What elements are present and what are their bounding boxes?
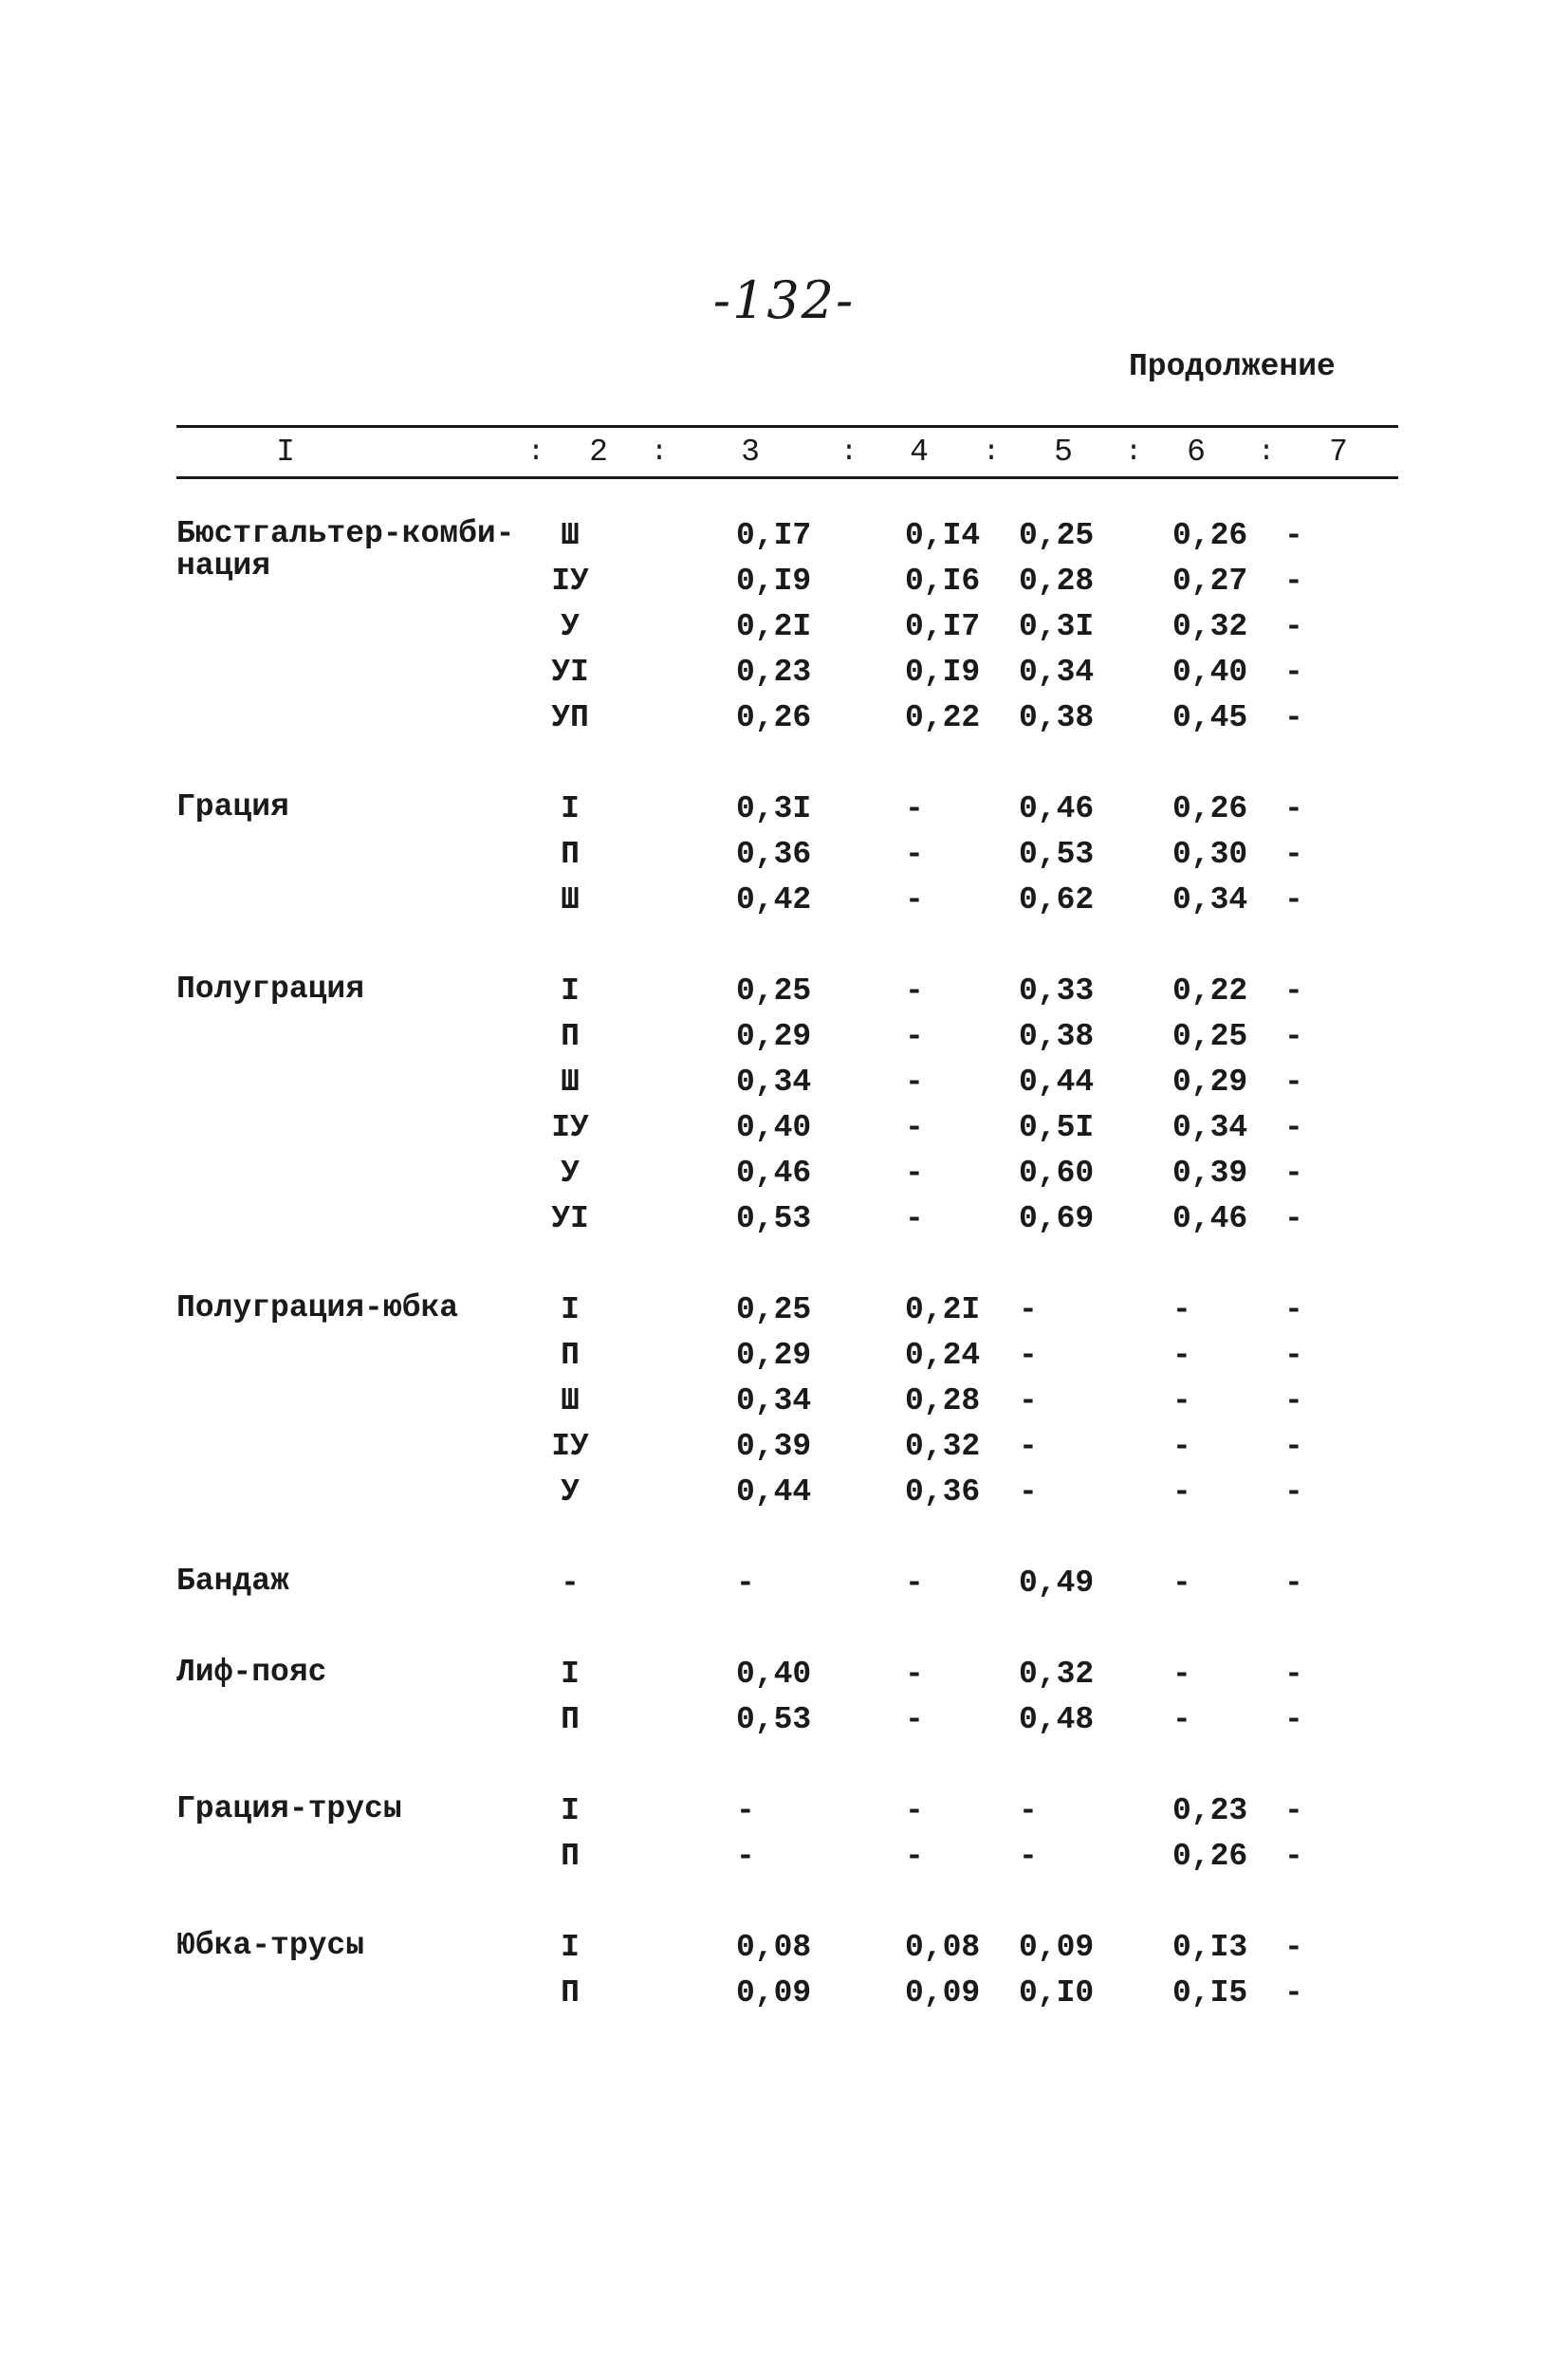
table-row <box>176 831 1398 877</box>
table-group <box>176 1651 1398 1742</box>
table-cell-col-3: - <box>736 1839 755 1874</box>
table-cell-col-5: - <box>1019 1292 1038 1327</box>
table-cell-col-5: 0,48 <box>1019 1702 1095 1737</box>
table-cell-col-4: 0,24 <box>905 1338 981 1373</box>
table-cell-col-6: - <box>1172 1429 1191 1464</box>
table-cell-col-3: 0,53 <box>736 1201 812 1236</box>
table-cell-col-2: I <box>561 973 580 1009</box>
table-cell-col-6: - <box>1172 1292 1191 1327</box>
table-cell-col-3: 0,I9 <box>736 564 812 599</box>
table-cell-col-5: 0,38 <box>1019 1019 1095 1054</box>
table-cell-col-2: I <box>561 1292 580 1327</box>
table-cell-col-6: 0,45 <box>1172 700 1248 735</box>
table-cell-col-2: I <box>561 1657 580 1692</box>
table-cell-col-6: 0,34 <box>1172 1110 1248 1145</box>
table-cell-col-5: 0,34 <box>1019 655 1095 690</box>
table-cell-col-6: 0,34 <box>1172 882 1248 917</box>
table-cell-col-6: 0,46 <box>1172 1201 1248 1236</box>
table-row <box>176 1059 1398 1104</box>
header-col-7: 7 <box>1329 435 1348 470</box>
table-cell-col-2: I <box>561 1793 580 1828</box>
table-row <box>176 1469 1398 1514</box>
table-cell-col-5: 0,28 <box>1019 564 1095 599</box>
table-cell-col-7: - <box>1284 1702 1303 1737</box>
table-cell-col-2: УП <box>551 700 589 735</box>
table-cell-col-5: - <box>1019 1429 1038 1464</box>
table-group <box>176 1924 1398 2015</box>
table-group <box>176 1287 1398 1514</box>
table-cell-col-7: - <box>1284 1839 1303 1874</box>
page-number: -132- <box>712 270 856 330</box>
table-cell-col-6: 0,26 <box>1172 1839 1248 1874</box>
table-cell-col-3: 0,3I <box>736 791 812 826</box>
table-cell-col-7: - <box>1284 1383 1303 1418</box>
table-cell-col-5: 0,32 <box>1019 1657 1095 1692</box>
table-cell-col-4: 0,I9 <box>905 655 981 690</box>
table-cell-col-3: 0,25 <box>736 1292 812 1327</box>
table-cell-col-2: Ш <box>561 1065 580 1100</box>
table-cell-col-6: 0,27 <box>1172 564 1248 599</box>
table-cell-col-2: П <box>561 1839 580 1874</box>
table-cell-col-6: - <box>1172 1702 1191 1737</box>
table-cell-col-3: - <box>736 1566 755 1601</box>
table-cell-col-3: 0,34 <box>736 1383 812 1418</box>
table-cell-col-4: 0,I4 <box>905 518 981 553</box>
table-cell-col-6: 0,30 <box>1172 837 1248 872</box>
table-cell-col-6: 0,I5 <box>1172 1975 1248 2010</box>
table-row <box>176 558 1398 603</box>
table-header <box>176 435 1398 478</box>
table-cell-col-7: - <box>1284 1201 1303 1236</box>
table-cell-col-6: - <box>1172 1338 1191 1373</box>
table-cell-col-2: Ш <box>561 1383 580 1418</box>
table-row <box>176 1378 1398 1423</box>
table-cell-col-2: П <box>561 1019 580 1054</box>
continued-label: Продолжение <box>1129 349 1336 384</box>
table-cell-col-2: - <box>561 1566 580 1601</box>
table-row <box>176 786 1398 831</box>
table-cell-col-5: 0,49 <box>1019 1566 1095 1601</box>
table-cell-col-2: П <box>561 1975 580 2010</box>
table-cell-col-7: - <box>1284 1019 1303 1054</box>
table-row <box>176 1150 1398 1195</box>
table-cell-col-3: - <box>736 1793 755 1828</box>
table-row <box>176 1651 1398 1696</box>
table-body <box>176 512 1398 2061</box>
table-group <box>176 1560 1398 1605</box>
table-cell-col-7: - <box>1284 1657 1303 1692</box>
table-cell-col-4: - <box>905 1065 924 1100</box>
table-cell-col-2: IУ <box>551 1110 589 1145</box>
table-cell-col-3: 0,2I <box>736 609 812 644</box>
table-cell-col-2: П <box>561 1338 580 1373</box>
table-cell-col-2: Ш <box>561 882 580 917</box>
table-cell-col-4: 0,I7 <box>905 609 981 644</box>
table-cell-col-7: - <box>1284 700 1303 735</box>
header-col-4: 4 <box>910 435 929 470</box>
table-cell-col-5: 0,44 <box>1019 1065 1095 1100</box>
table-cell-col-3: 0,08 <box>736 1930 812 1965</box>
item-name: Грация <box>176 789 289 824</box>
table-cell-col-5: 0,25 <box>1019 518 1095 553</box>
table-cell-col-3: 0,40 <box>736 1110 812 1145</box>
item-name: Бюстгальтер-комби-нация <box>176 516 515 584</box>
table-row <box>176 649 1398 695</box>
table-row <box>176 1104 1398 1150</box>
table-cell-col-5: 0,09 <box>1019 1930 1095 1965</box>
table-row <box>176 1332 1398 1378</box>
table-cell-col-7: - <box>1284 609 1303 644</box>
table-cell-col-6: - <box>1172 1566 1191 1601</box>
table-group <box>176 1788 1398 1879</box>
table-cell-col-4: - <box>905 791 924 826</box>
table-cell-col-5: 0,3I <box>1019 609 1095 644</box>
table-cell-col-7: - <box>1284 1110 1303 1145</box>
header-separator: : <box>1125 436 1143 469</box>
table-cell-col-4: 0,09 <box>905 1975 981 2010</box>
item-name: Бандаж <box>176 1564 289 1599</box>
table-cell-col-2: УI <box>551 1201 589 1236</box>
header-separator: : <box>983 436 1001 469</box>
table-cell-col-5: - <box>1019 1338 1038 1373</box>
table-cell-col-2: IУ <box>551 1429 589 1464</box>
table-cell-col-3: 0,53 <box>736 1702 812 1737</box>
table-cell-col-5: 0,69 <box>1019 1201 1095 1236</box>
table-cell-col-7: - <box>1284 837 1303 872</box>
table-cell-col-3: 0,34 <box>736 1065 812 1100</box>
table-cell-col-4: 0,22 <box>905 700 981 735</box>
table-top-rule <box>176 425 1398 428</box>
table-cell-col-6: - <box>1172 1474 1191 1510</box>
table-row <box>176 1013 1398 1059</box>
table-cell-col-7: - <box>1284 1975 1303 2010</box>
table-cell-col-3: 0,29 <box>736 1338 812 1373</box>
table-cell-col-4: - <box>905 1019 924 1054</box>
table-cell-col-7: - <box>1284 518 1303 553</box>
table-cell-col-4: - <box>905 973 924 1009</box>
table-cell-col-5: 0,38 <box>1019 700 1095 735</box>
table-cell-col-4: - <box>905 1839 924 1874</box>
table-cell-col-4: - <box>905 1657 924 1692</box>
table-cell-col-5: 0,I0 <box>1019 1975 1095 2010</box>
header-col-5: 5 <box>1054 435 1073 470</box>
table-cell-col-4: - <box>905 1156 924 1191</box>
table-cell-col-5: - <box>1019 1383 1038 1418</box>
table-cell-col-5: 0,33 <box>1019 973 1095 1009</box>
table-cell-col-5: 0,62 <box>1019 882 1095 917</box>
table-row <box>176 1924 1398 1970</box>
header-col-3: 3 <box>741 435 760 470</box>
table-cell-col-2: У <box>561 609 580 644</box>
table-cell-col-7: - <box>1284 1338 1303 1373</box>
item-name: Лиф-пояс <box>176 1655 327 1690</box>
table-cell-col-7: - <box>1284 1566 1303 1601</box>
table-row <box>176 1696 1398 1742</box>
item-name: Грация-трусы <box>176 1791 402 1826</box>
table-cell-col-5: 0,53 <box>1019 837 1095 872</box>
table-cell-col-7: - <box>1284 1156 1303 1191</box>
table-cell-col-4: 0,I6 <box>905 564 981 599</box>
table-cell-col-7: - <box>1284 655 1303 690</box>
table-row <box>176 877 1398 922</box>
table-header-rule <box>176 476 1398 479</box>
table-cell-col-2: У <box>561 1156 580 1191</box>
table-row <box>176 1970 1398 2015</box>
table-cell-col-4: 0,28 <box>905 1383 981 1418</box>
table-cell-col-3: 0,25 <box>736 973 812 1009</box>
table-cell-col-6: - <box>1172 1657 1191 1692</box>
header-col-6: 6 <box>1187 435 1206 470</box>
table-cell-col-2: I <box>561 791 580 826</box>
table-cell-col-7: - <box>1284 973 1303 1009</box>
table-cell-col-4: 0,36 <box>905 1474 981 1510</box>
table-cell-col-2: I <box>561 1930 580 1965</box>
table-cell-col-7: - <box>1284 1065 1303 1100</box>
table-row <box>176 1560 1398 1605</box>
table-cell-col-5: - <box>1019 1474 1038 1510</box>
item-name: Полуграция-юбка <box>176 1290 459 1325</box>
table-cell-col-4: 0,2I <box>905 1292 981 1327</box>
table-row <box>176 1833 1398 1879</box>
table-cell-col-7: - <box>1284 564 1303 599</box>
table-cell-col-6: 0,32 <box>1172 609 1248 644</box>
table-cell-col-7: - <box>1284 791 1303 826</box>
table-cell-col-2: IУ <box>551 564 589 599</box>
table-cell-col-5: 0,46 <box>1019 791 1095 826</box>
table-cell-col-4: - <box>905 1110 924 1145</box>
table-cell-col-3: 0,09 <box>736 1975 812 2010</box>
table-cell-col-3: 0,44 <box>736 1474 812 1510</box>
header-col-1: I <box>276 435 295 470</box>
table-cell-col-4: 0,32 <box>905 1429 981 1464</box>
table-cell-col-5: 0,60 <box>1019 1156 1095 1191</box>
table-cell-col-6: 0,39 <box>1172 1156 1248 1191</box>
table-cell-col-6: 0,26 <box>1172 791 1248 826</box>
table-cell-col-4: - <box>905 1201 924 1236</box>
table-row <box>176 1788 1398 1833</box>
table-cell-col-6: 0,25 <box>1172 1019 1248 1054</box>
table-cell-col-3: 0,40 <box>736 1657 812 1692</box>
table-cell-col-6: - <box>1172 1383 1191 1418</box>
table-cell-col-6: 0,23 <box>1172 1793 1248 1828</box>
header-separator: : <box>527 436 545 469</box>
table-row <box>176 1195 1398 1241</box>
table-cell-col-5: 0,5I <box>1019 1110 1095 1145</box>
header-separator: : <box>1258 436 1276 469</box>
table-row <box>176 1423 1398 1469</box>
table-row <box>176 968 1398 1013</box>
table-cell-col-5: - <box>1019 1793 1038 1828</box>
table-cell-col-6: 0,26 <box>1172 518 1248 553</box>
table-cell-col-3: 0,23 <box>736 655 812 690</box>
table-group <box>176 786 1398 922</box>
header-col-2: 2 <box>589 435 608 470</box>
table-row <box>176 1287 1398 1332</box>
table-cell-col-7: - <box>1284 882 1303 917</box>
table-cell-col-7: - <box>1284 1793 1303 1828</box>
table-cell-col-6: 0,40 <box>1172 655 1248 690</box>
item-name: Полуграция <box>176 972 365 1007</box>
item-name: Юбка-трусы <box>176 1928 365 1963</box>
table-cell-col-7: - <box>1284 1292 1303 1327</box>
table-cell-col-2: У <box>561 1474 580 1510</box>
table-cell-col-3: 0,29 <box>736 1019 812 1054</box>
table-cell-col-3: 0,26 <box>736 700 812 735</box>
table-group <box>176 512 1398 740</box>
table-cell-col-6: 0,I3 <box>1172 1930 1248 1965</box>
table-cell-col-2: П <box>561 837 580 872</box>
table-group <box>176 968 1398 1241</box>
table-cell-col-7: - <box>1284 1429 1303 1464</box>
table-cell-col-4: - <box>905 837 924 872</box>
table-cell-col-7: - <box>1284 1474 1303 1510</box>
table-cell-col-5: - <box>1019 1839 1038 1874</box>
table-cell-col-4: 0,08 <box>905 1930 981 1965</box>
table-cell-col-6: 0,22 <box>1172 973 1248 1009</box>
table-cell-col-6: 0,29 <box>1172 1065 1248 1100</box>
table-cell-col-4: - <box>905 1702 924 1737</box>
header-separator: : <box>651 436 669 469</box>
table-cell-col-4: - <box>905 882 924 917</box>
table-cell-col-3: 0,39 <box>736 1429 812 1464</box>
table-cell-col-2: Ш <box>561 518 580 553</box>
table-row <box>176 695 1398 740</box>
table-row <box>176 603 1398 649</box>
table-cell-col-3: 0,42 <box>736 882 812 917</box>
table-cell-col-4: - <box>905 1793 924 1828</box>
header-separator: : <box>840 436 858 469</box>
table-cell-col-2: П <box>561 1702 580 1737</box>
table-cell-col-3: 0,I7 <box>736 518 812 553</box>
table-cell-col-7: - <box>1284 1930 1303 1965</box>
table-cell-col-4: - <box>905 1566 924 1601</box>
table-cell-col-3: 0,36 <box>736 837 812 872</box>
table-cell-col-2: УI <box>551 655 589 690</box>
table-cell-col-3: 0,46 <box>736 1156 812 1191</box>
